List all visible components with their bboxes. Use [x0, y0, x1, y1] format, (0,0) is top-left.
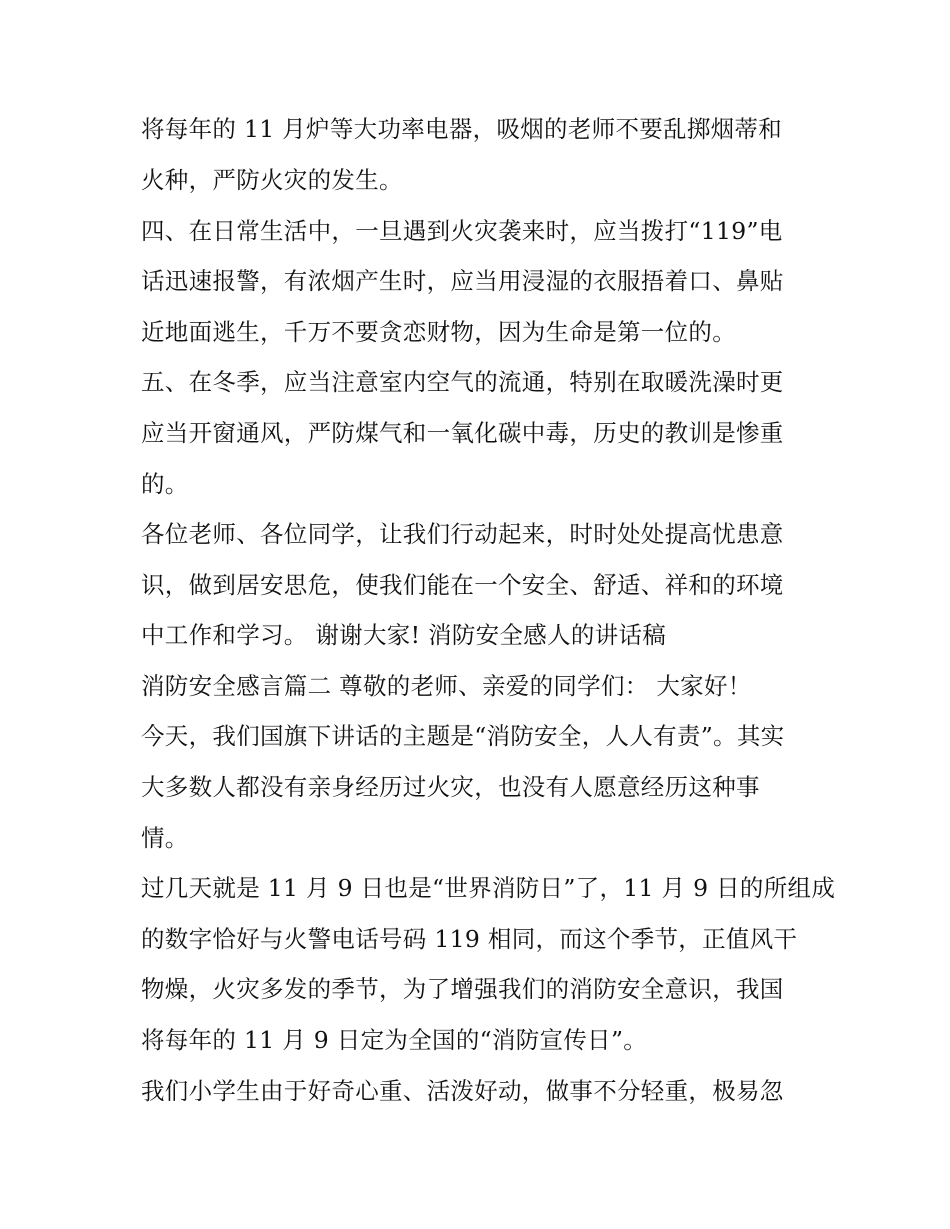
text-line: 大多数人都没有亲身经历过火灾，也没有人愿意经历这种事: [141, 773, 760, 801]
text-line: 火种，严防火灾的发生。: [141, 166, 403, 194]
text-line: 各位老师、各位同学，让我们行动起来，时时处处提高忧患意: [141, 520, 784, 548]
text-line: 物燥，火灾多发的季节，为了增强我们的消防安全意识，我国: [141, 975, 784, 1003]
text-line: 今天，我们国旗下讲话的主题是“消防安全，人人有责”。其实: [141, 722, 785, 750]
text-line: 我们小学生由于好奇心重、活泼好动，做事不分轻重，极易忽: [141, 1077, 784, 1105]
text-line: 应当开窗通风，严防煤气和一氧化碳中毒，历史的教训是惨重: [141, 419, 784, 447]
text-line: 四、在日常生活中，一旦遇到火灾袭来时，应当拨打“119”电: [141, 217, 783, 245]
text-line: 将每年的 11 月炉等大功率电器，吸烟的老师不要乱掷烟蒂和: [141, 115, 783, 143]
text-line: 的数字恰好与火警电话号码 119 相同，而这个季节，正值风干: [141, 925, 798, 953]
text-line: 话迅速报警，有浓烟产生时，应当用浸湿的衣服捂着口、鼻贴: [141, 267, 784, 295]
text-line: 情。: [141, 824, 189, 852]
text-line: 五、在冬季，应当注意室内空气的流通，特别在取暖洗澡时更: [141, 368, 784, 396]
text-line: 识，做到居安思危，使我们能在一个安全、舒适、祥和的环境: [141, 571, 784, 599]
text-line: 近地面逃生，千万不要贪恋财物，因为生命是第一位的。: [141, 318, 736, 346]
text-line: 将每年的 11 月 9 日定为全国的“消防宣传日”。: [141, 1026, 648, 1054]
text-line: 的。: [141, 470, 189, 498]
text-line: 中工作和学习。 谢谢大家! 消防安全感人的讲话稿: [141, 621, 667, 649]
text-line: 消防安全感言篇二 尊敬的老师、亲爱的同学们： 大家好！: [141, 672, 752, 700]
text-line: 过几天就是 11 月 9 日也是“世界消防日”了，11 月 9 日的所组成: [141, 874, 836, 902]
